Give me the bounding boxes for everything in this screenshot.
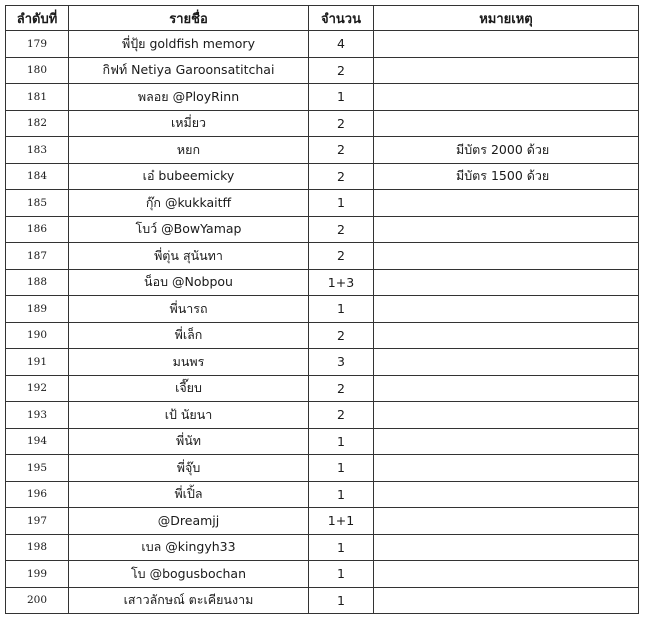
table-row [6, 561, 639, 588]
table-row [6, 243, 639, 270]
row-note [374, 190, 639, 217]
table-row [6, 508, 639, 535]
row-name: @Dreamjj [69, 508, 309, 535]
row-quantity: 2 [309, 402, 374, 429]
row-quantity: 2 [309, 375, 374, 402]
row-number: 200 [6, 587, 69, 614]
row-quantity: 4 [309, 31, 374, 58]
table-row [6, 481, 639, 508]
row-number: 180 [6, 57, 69, 84]
table-row [6, 455, 639, 482]
row-quantity: 1 [309, 84, 374, 111]
row-name: เอ๋ bubeemicky [69, 163, 309, 190]
table-row [6, 375, 639, 402]
row-number: 181 [6, 84, 69, 111]
header-row [6, 6, 639, 31]
row-quantity: 2 [309, 57, 374, 84]
row-quantity: 2 [309, 243, 374, 270]
table-row [6, 349, 639, 376]
row-name: พี่เปิ้ล [69, 481, 309, 508]
row-name: กุ๊ก @kukkaitff [69, 190, 309, 217]
row-note [374, 534, 639, 561]
row-name: เหมี่ยว [69, 110, 309, 137]
row-name: หยก [69, 137, 309, 164]
table-row [6, 402, 639, 429]
row-number: 191 [6, 349, 69, 376]
table-row [6, 428, 639, 455]
row-note [374, 110, 639, 137]
row-note [374, 57, 639, 84]
row-note [374, 269, 639, 296]
row-quantity: 1 [309, 587, 374, 614]
row-quantity: 1+3 [309, 269, 374, 296]
row-name: โบ @bogusbochan [69, 561, 309, 588]
row-note [374, 508, 639, 535]
row-note [374, 243, 639, 270]
row-name: พี่นารถ [69, 296, 309, 323]
row-quantity: 1 [309, 455, 374, 482]
table-row [6, 190, 639, 217]
row-note [374, 84, 639, 111]
row-note [374, 31, 639, 58]
row-quantity: 3 [309, 349, 374, 376]
row-name: กิฟท์ Netiya Garoonsatitchai [69, 57, 309, 84]
row-note [374, 322, 639, 349]
table-row [6, 269, 639, 296]
row-quantity: 2 [309, 163, 374, 190]
row-number: 179 [6, 31, 69, 58]
row-quantity: 1 [309, 296, 374, 323]
row-number: 197 [6, 508, 69, 535]
table-row [6, 84, 639, 111]
row-name: พี่ตุ่น สุนันทา [69, 243, 309, 270]
table-row [6, 137, 639, 164]
row-note [374, 587, 639, 614]
row-quantity: 2 [309, 216, 374, 243]
row-quantity: 1 [309, 481, 374, 508]
row-name: เป้ นัยนา [69, 402, 309, 429]
row-name: เสาวลักษณ์ ตะเคียนงาม [69, 587, 309, 614]
participant-table [5, 5, 639, 614]
row-name: มนพร [69, 349, 309, 376]
row-number: 193 [6, 402, 69, 429]
header-no: ลำดับที่ [6, 6, 69, 31]
row-note: มีบัตร 1500 ด้วย [374, 163, 639, 190]
row-number: 189 [6, 296, 69, 323]
row-number: 195 [6, 455, 69, 482]
row-quantity: 1 [309, 190, 374, 217]
row-number: 199 [6, 561, 69, 588]
row-name: พี่จุ๊บ [69, 455, 309, 482]
table-row [6, 216, 639, 243]
header-qty: จำนวน [309, 6, 374, 31]
row-name: พี่นัท [69, 428, 309, 455]
row-note [374, 402, 639, 429]
row-number: 187 [6, 243, 69, 270]
row-number: 190 [6, 322, 69, 349]
row-quantity: 2 [309, 110, 374, 137]
row-name: พี่ปุ้ย goldfish memory [69, 31, 309, 58]
row-number: 188 [6, 269, 69, 296]
row-note [374, 216, 639, 243]
table-row [6, 57, 639, 84]
row-name: เจี๊ยบ [69, 375, 309, 402]
row-number: 198 [6, 534, 69, 561]
row-name: น็อบ @Nobpou [69, 269, 309, 296]
header-name: รายชื่อ [69, 6, 309, 31]
row-number: 194 [6, 428, 69, 455]
row-note [374, 481, 639, 508]
table-row [6, 322, 639, 349]
row-number: 186 [6, 216, 69, 243]
row-quantity: 1 [309, 561, 374, 588]
row-note [374, 296, 639, 323]
row-note [374, 455, 639, 482]
row-name: พลอย @PloyRinn [69, 84, 309, 111]
row-name: พี่เล็ก [69, 322, 309, 349]
row-quantity: 2 [309, 322, 374, 349]
table-row [6, 296, 639, 323]
table-row [6, 534, 639, 561]
row-number: 192 [6, 375, 69, 402]
row-note: มีบัตร 2000 ด้วย [374, 137, 639, 164]
row-number: 183 [6, 137, 69, 164]
table-row [6, 163, 639, 190]
row-name: เบล @kingyh33 [69, 534, 309, 561]
table-row [6, 110, 639, 137]
row-note [374, 375, 639, 402]
row-name: โบว์ @BowYamap [69, 216, 309, 243]
table-row [6, 31, 639, 58]
row-number: 185 [6, 190, 69, 217]
header-note: หมายเหตุ [374, 6, 639, 31]
row-quantity: 2 [309, 137, 374, 164]
row-number: 196 [6, 481, 69, 508]
row-note [374, 349, 639, 376]
row-quantity: 1 [309, 428, 374, 455]
row-note [374, 428, 639, 455]
row-note [374, 561, 639, 588]
table-row [6, 587, 639, 614]
row-quantity: 1+1 [309, 508, 374, 535]
row-number: 182 [6, 110, 69, 137]
row-number: 184 [6, 163, 69, 190]
row-quantity: 1 [309, 534, 374, 561]
